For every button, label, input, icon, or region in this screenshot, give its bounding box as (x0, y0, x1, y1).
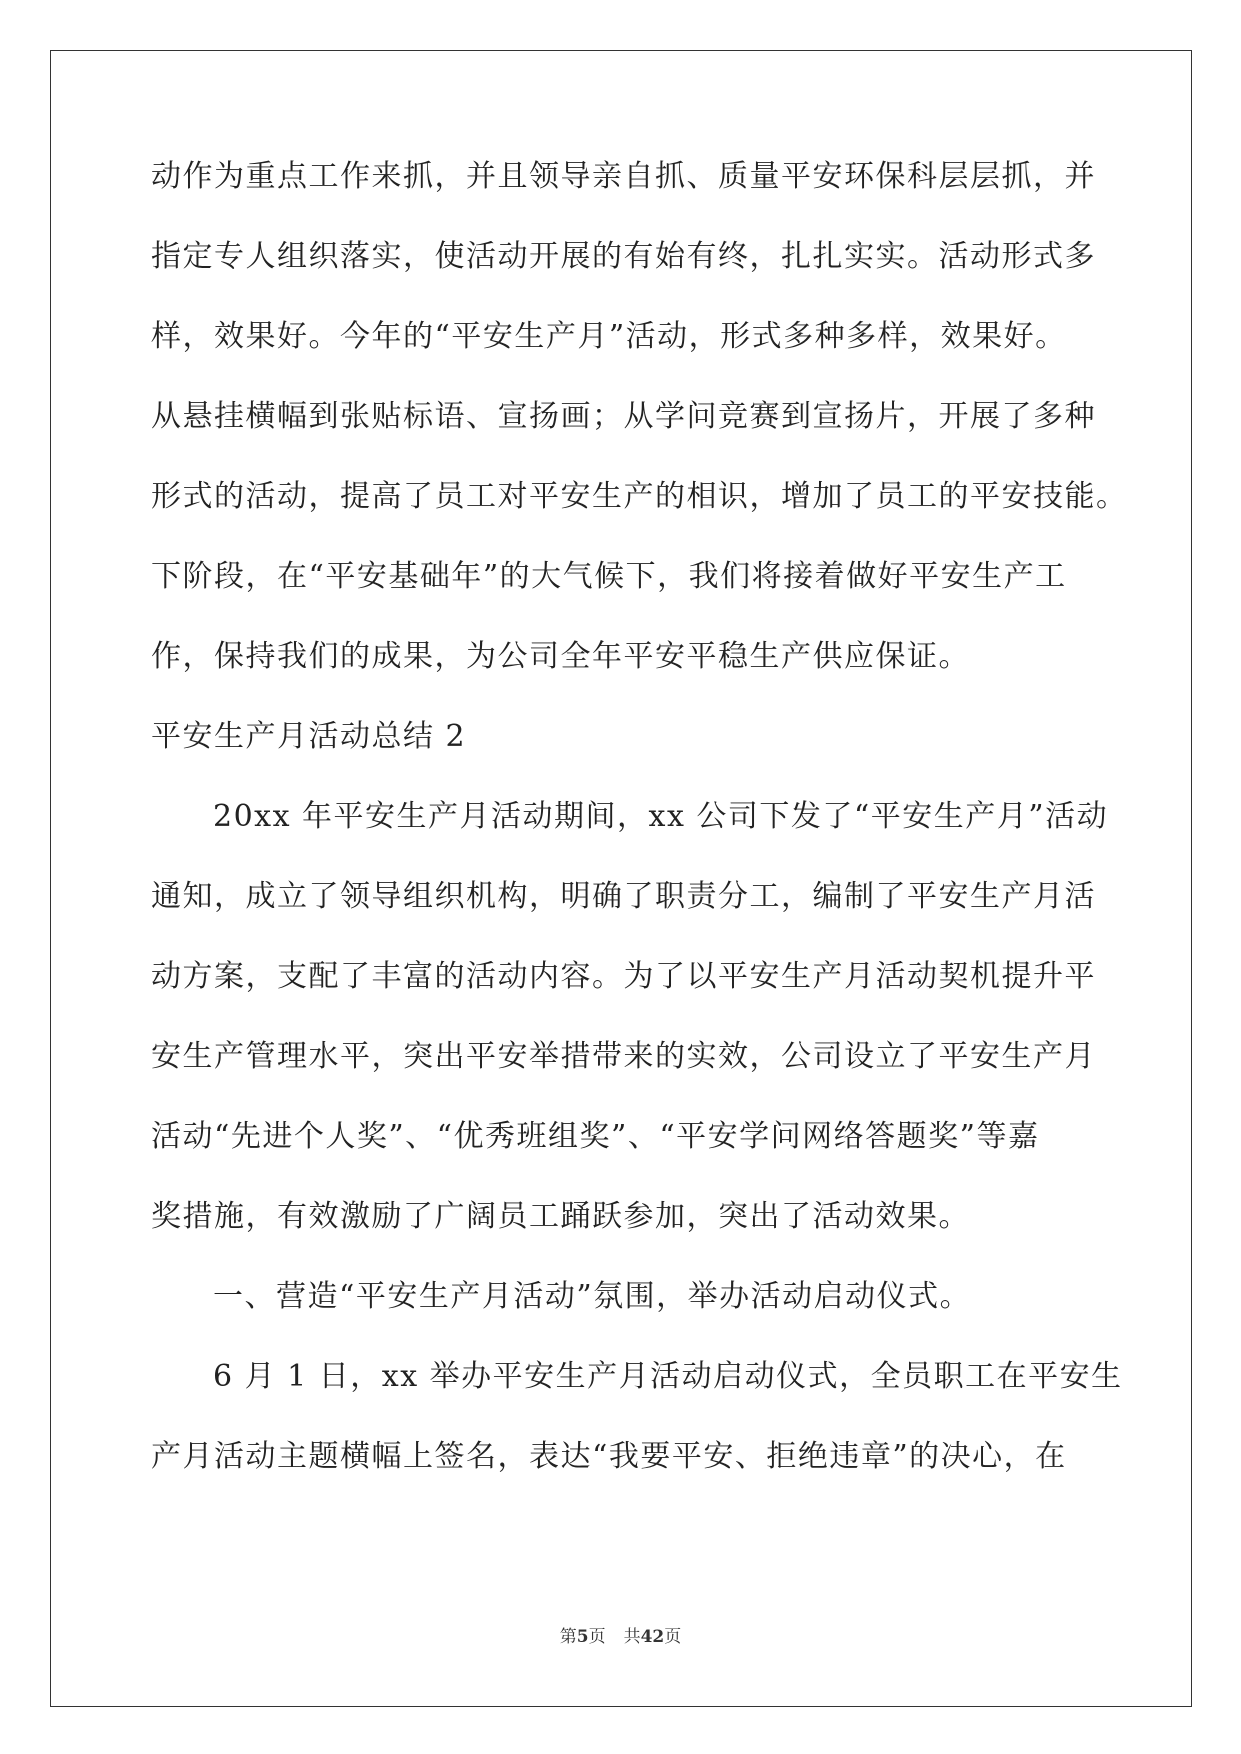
current-page-number: 5 (576, 1627, 589, 1647)
text-line: 通知，成立了领导组织机构，明确了职责分工，编制了平安生产月活 (151, 879, 1096, 914)
text-line: 20xx 年平安生产月活动期间，xx 公司下发了“平安生产月”活动 (213, 799, 1109, 834)
page-footer (0, 1622, 1241, 1647)
document-body (151, 159, 1128, 1520)
text-line: 动作为重点工作来抓，并且领导亲自抓、质量平安环保科层层抓，并 (151, 159, 1096, 194)
total-page-count: 42 (640, 1627, 665, 1647)
text-line: 从悬挂横幅到张贴标语、宣扬画；从学问竞赛到宣扬片，开展了多种 (151, 399, 1096, 434)
text-line: 活动“先进个人奖”、“优秀班组奖”、“平安学问网络答题奖”等嘉 (151, 1119, 1040, 1154)
text-line: 形式的活动，提高了员工对平安生产的相识，增加了员工的平安技能。 (151, 479, 1128, 514)
text-line: 6 月 1 日，xx 举办平安生产月活动启动仪式，全员职工在平安生 (213, 1359, 1123, 1394)
subheading-line: 一、营造“平安生产月活动”氛围，举办活动启动仪式。 (213, 1279, 972, 1314)
text-line: 安生产管理水平，突出平安举措带来的实效，公司设立了平安生产月 (151, 1039, 1096, 1074)
text-line: 样，效果好。今年的“平安生产月”活动，形式多种多样，效果好。 (151, 319, 1067, 354)
text-line: 动方案，支配了丰富的活动内容。为了以平安生产月活动契机提升平 (151, 959, 1096, 994)
text-line: 指定专人组织落实，使活动开展的有始有终，扎扎实实。活动形式多 (151, 239, 1096, 274)
page-suffix: 页 (588, 1627, 606, 1647)
page-prefix: 第 (559, 1627, 577, 1647)
text-line: 奖措施，有效激励了广阔员工踊跃参加，突出了活动效果。 (151, 1199, 970, 1234)
text-line: 下阶段，在“平安基础年”的大气候下，我们将接着做好平安生产工 (151, 559, 1067, 594)
text-line: 作，保持我们的成果，为公司全年平安平稳生产供应保证。 (151, 639, 970, 674)
total-prefix: 共 (623, 1627, 641, 1647)
section-heading: 平安生产月活动总结 2 (151, 719, 467, 754)
total-suffix: 页 (664, 1627, 682, 1647)
text-line: 产月活动主题横幅上签名，表达“我要平安、拒绝违章”的决心，在 (151, 1439, 1067, 1474)
